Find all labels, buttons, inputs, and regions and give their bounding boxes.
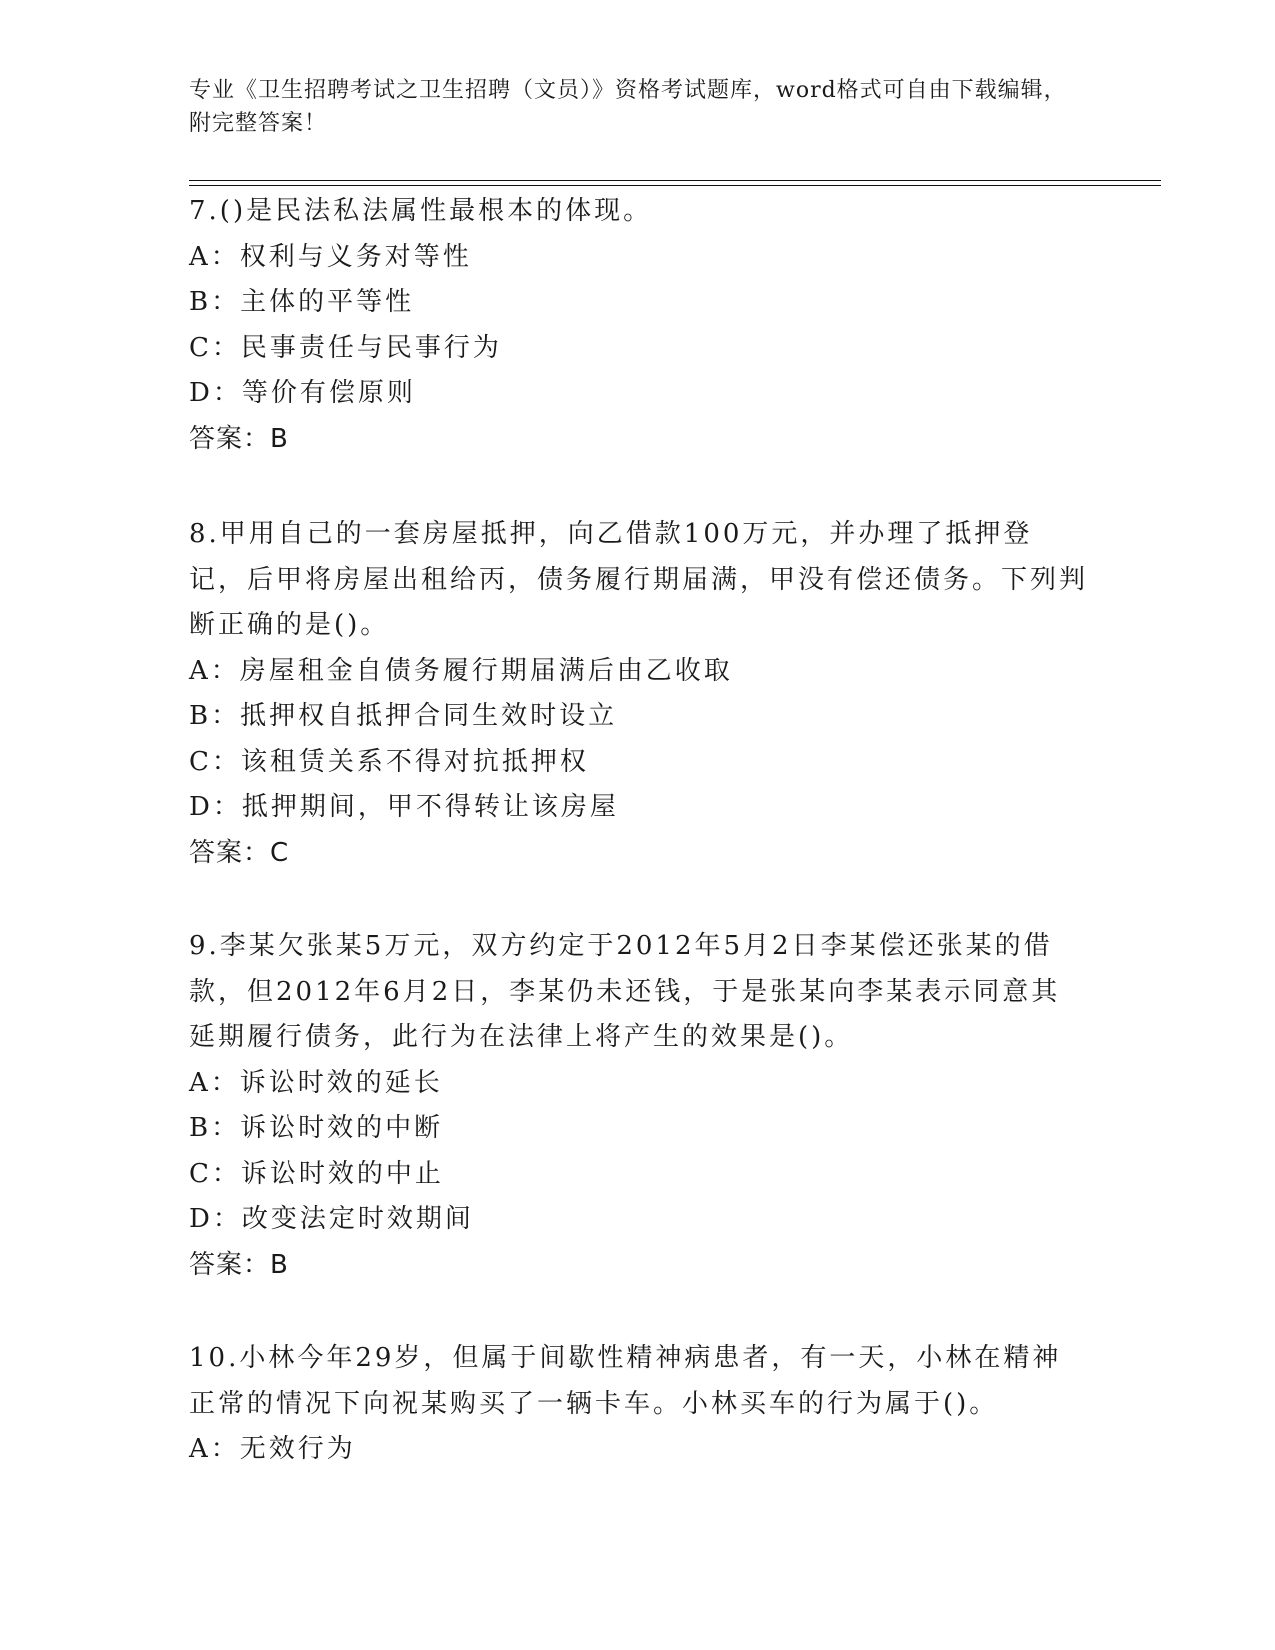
question-stem: 10.小林今年29岁，但属于间歇性精神病患者，有一天，小林在精神正常的情况下向祝某购买了一辆卡车。小林买车的行为属于()。 (189, 1343, 1062, 1419)
option-c: C：该租赁关系不得对抗抵押权 (189, 746, 589, 777)
header-divider-bottom (189, 185, 1161, 186)
option-d: D：改变法定时效期间 (189, 1204, 474, 1234)
question-8 (189, 512, 1089, 876)
question-stem: 9.李某欠张某5万元，双方约定于2012年5月2日李某偿还张某的借款，但2012年6月2日，李某仍未还钱，于是张某向李某表示同意其延期履行债务，此行为在法律上将产生的效果是()。 (189, 931, 1061, 1052)
option-a: A：房屋租金自债务履行期届满后由乙收取 (189, 655, 733, 686)
document-header: 专业《卫生招聘考试之卫生招聘（文员）》资格考试题库，word格式可自由下载编辑，附完整答案！ (189, 78, 1067, 136)
option-a: A：无效行为 (189, 1434, 356, 1464)
option-d: D：抵押期间，甲不得转让该房屋 (189, 792, 619, 822)
option-a: A：权利与义务对等性 (189, 241, 472, 272)
option-b: B：抵押权自抵押合同生效时设立 (189, 701, 618, 731)
option-d: D：等价有偿原则 (189, 378, 416, 408)
option-b: B：主体的平等性 (189, 287, 415, 317)
question-stem: 8.甲用自己的一套房屋抵押，向乙借款100万元，并办理了抵押登记，后甲将房屋出租给丙，债务履行期届满，甲没有偿还债务。下列判断正确的是()。 (189, 519, 1089, 640)
question-stem: 7.()是民法私法属性最根本的体现。 (189, 196, 653, 226)
option-c: C：诉讼时效的中止 (189, 1158, 444, 1189)
question-7 (189, 189, 1089, 462)
answer: 答案：B (189, 1249, 289, 1280)
answer: 答案：C (189, 837, 290, 868)
answer: 答案：B (189, 423, 289, 454)
option-a: A：诉讼时效的延长 (189, 1067, 443, 1098)
option-c: C：民事责任与民事行为 (189, 332, 502, 363)
question-9 (189, 924, 1089, 1288)
question-10 (189, 1336, 1089, 1473)
header-divider-top (189, 180, 1161, 181)
option-b: B：诉讼时效的中断 (189, 1113, 444, 1143)
